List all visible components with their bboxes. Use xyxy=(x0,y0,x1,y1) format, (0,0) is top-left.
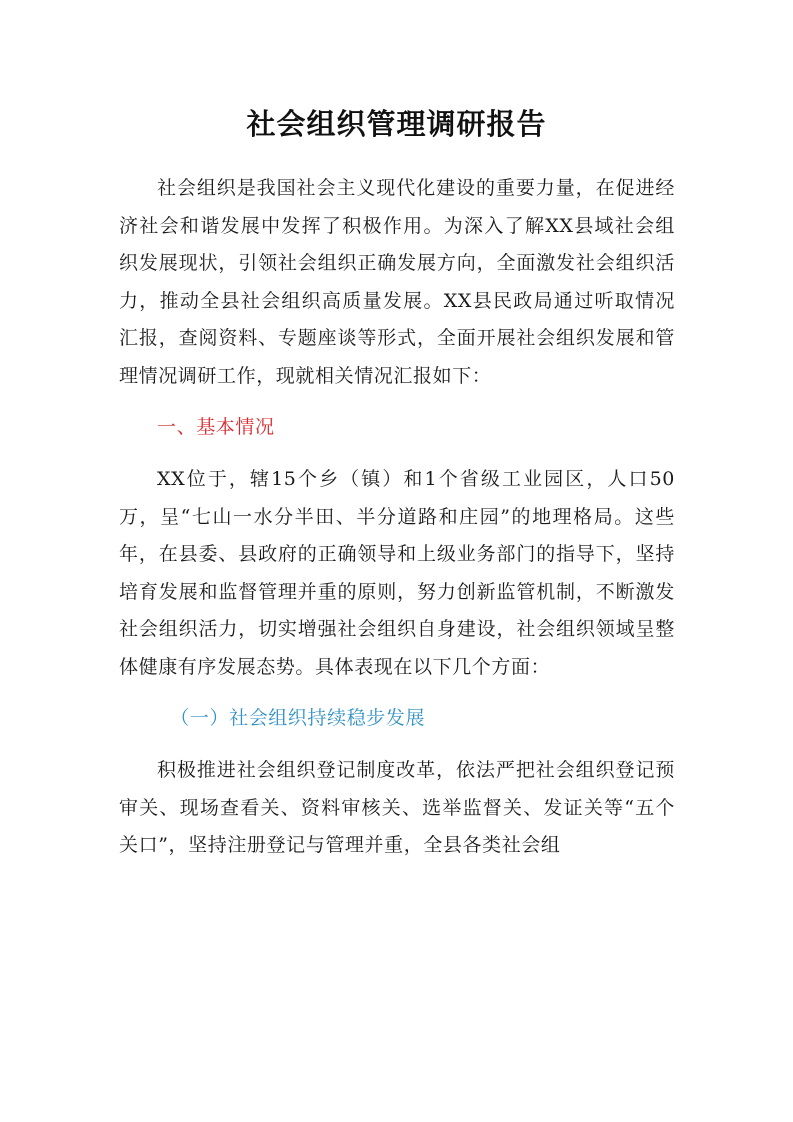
steady-development-paragraph: 积极推进社会组织登记制度改革，依法严把社会组织登记预审关、现场查看关、资料审核关、选举监督关、发证关等“五个关口”，坚持注册登记与管理并重，全县各类社会组 xyxy=(119,759,675,856)
document-body xyxy=(119,170,675,865)
section-heading-basic-situation: 一、基本情况 xyxy=(157,416,275,438)
basic-situation-paragraph: XX位于，辖15个乡（镇）和1个省级工业园区，人口50万，呈“七山一水分半田、半分道路和庄园”的地理格局。这些年，在县委、县政府的正确领导和上级业务部门的指导下，坚持培育发展和监督管理并重的原则，努力创新监管机制，不断激发社会组织活力，切实增强社会组织自身建设，社会组织领域呈整体健康有序发展态势。具体表现在以下几个方面： xyxy=(119,468,675,678)
document-title: 社会组织管理调研报告 xyxy=(246,107,547,141)
intro-paragraph: 社会组织是我国社会主义现代化建设的重要力量，在促进经济社会和谐发展中发挥了积极作用。为深入了解XX县域社会组织发展现状，引领社会组织正确发展方向，全面激发社会组织活力，推动全县社会组织高质量发展。XX县民政局通过听取情况汇报，查阅资料、专题座谈等形式，全面开展社会组织发展和管理情况调研工作，现就相关情况汇报如下： xyxy=(119,177,675,387)
subsection-heading-steady-development: （一）社会组织持续稳步发展 xyxy=(170,707,426,729)
